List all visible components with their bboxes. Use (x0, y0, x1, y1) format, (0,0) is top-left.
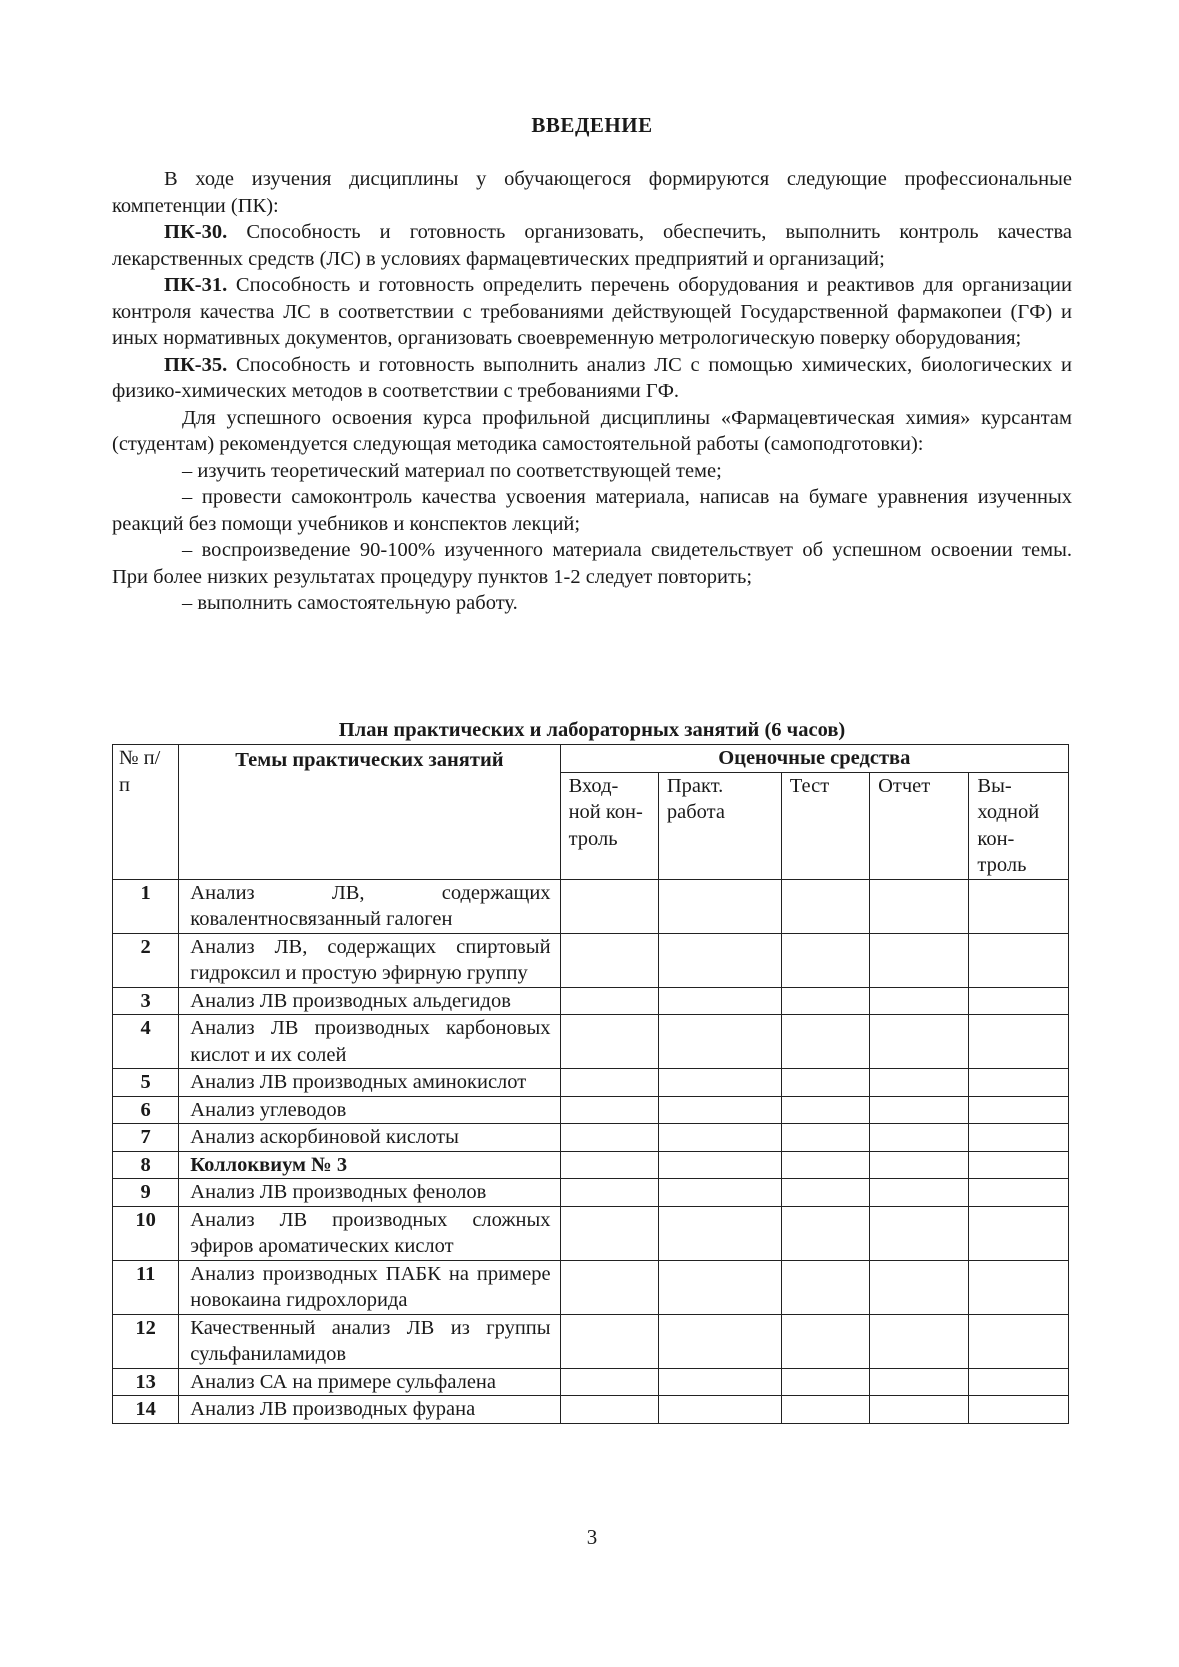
test-cell (781, 1206, 869, 1260)
report-cell (870, 1206, 969, 1260)
row-number: 2 (113, 933, 179, 987)
practical-work-cell (658, 1015, 781, 1069)
table-row (113, 933, 1069, 987)
table-row (113, 987, 1069, 1015)
exit-control-cell (969, 933, 1069, 987)
practical-work-cell (658, 1368, 781, 1396)
competency-code: ПК-31. (164, 274, 228, 296)
method-intro-paragraph: Для успешного освоения курса профильной дисциплины «Фармацевтическая химия» курсантам (студентам) рекомендуется следующая методика самостоятельной работы (самоподготовки): (112, 406, 1072, 455)
row-number: 6 (113, 1096, 179, 1124)
test-cell (781, 1015, 869, 1069)
table-header-row (113, 745, 1069, 773)
exit-control-cell (969, 1151, 1069, 1179)
entry-control-cell (560, 1179, 658, 1207)
entry-control-cell (560, 987, 658, 1015)
header-test: Тест (781, 772, 869, 879)
test-cell (781, 1096, 869, 1124)
exit-control-cell (969, 987, 1069, 1015)
row-number: 4 (113, 1015, 179, 1069)
row-topic: Коллоквиум № 3 (179, 1151, 560, 1179)
entry-control-cell (560, 1314, 658, 1368)
header-number: № п/п (113, 745, 179, 880)
header-exit-control: Вы-ходной кон-троль (969, 772, 1069, 879)
header-topics: Темы практических занятий (179, 745, 560, 880)
competency-text: Способность и готовность определить перечень оборудования и реактивов для организации контроля качества ЛС в соответствии с требованиями действующей Государственной фармакопеи (ГФ) и иных нормативных документов, организовать своевременную метрологическую поверку оборудования; (112, 274, 1073, 349)
header-report: Отчет (870, 772, 969, 879)
exit-control-cell (969, 1314, 1069, 1368)
entry-control-cell (560, 1206, 658, 1260)
test-cell (781, 1314, 869, 1368)
row-number: 8 (113, 1151, 179, 1179)
report-cell (870, 1396, 969, 1424)
practical-work-cell (658, 1096, 781, 1124)
table-row (113, 1151, 1069, 1179)
report-cell (870, 1015, 969, 1069)
report-cell (870, 1179, 969, 1207)
row-topic: Анализ СА на примере сульфалена (179, 1368, 560, 1396)
row-topic: Анализ ЛВ, содержащих ковалентносвязанный галоген (179, 879, 560, 933)
exit-control-cell (969, 1124, 1069, 1152)
test-cell (781, 879, 869, 933)
competency-code: ПК-35. (164, 353, 228, 376)
practical-work-cell (658, 1206, 781, 1260)
practical-work-cell (658, 1314, 781, 1368)
row-topic: Анализ ЛВ производных аминокислот (179, 1069, 560, 1097)
exit-control-cell (969, 1206, 1069, 1260)
exit-control-cell (969, 1396, 1069, 1424)
row-topic: Анализ аскорбиновой кислоты (179, 1124, 560, 1152)
practical-work-cell (658, 1069, 781, 1097)
row-number: 11 (113, 1260, 179, 1314)
practical-work-cell (658, 1260, 781, 1314)
competency-pk35 (112, 352, 1072, 405)
table-row (113, 1314, 1069, 1368)
row-topic: Анализ углеводов (179, 1096, 560, 1124)
practical-work-cell (658, 1124, 781, 1152)
test-cell (781, 1368, 869, 1396)
report-cell (870, 933, 969, 987)
report-cell (870, 1124, 969, 1152)
test-cell (781, 1396, 869, 1424)
test-cell (781, 1069, 869, 1097)
step-item: – воспроизведение 90-100% изученного материала свидетельствует об успешном освоении темы. При более низких результатах процедуру пунктов 1-2 следует повторить; (112, 539, 1072, 588)
test-cell (781, 987, 869, 1015)
report-cell (870, 879, 969, 933)
row-number: 12 (113, 1314, 179, 1368)
row-number: 14 (113, 1396, 179, 1424)
header-assessment-group: Оценочные средства (560, 745, 1068, 773)
report-cell (870, 1096, 969, 1124)
table-row (113, 1260, 1069, 1314)
exit-control-cell (969, 1015, 1069, 1069)
row-topic: Анализ ЛВ производных сложных эфиров ароматических кислот (179, 1206, 560, 1260)
introduction-text (112, 166, 1072, 617)
table-row (113, 1124, 1069, 1152)
step-item: – выполнить самостоятельную работу. (182, 592, 518, 614)
report-cell (870, 1368, 969, 1396)
practical-work-cell (658, 879, 781, 933)
practical-work-cell (658, 933, 781, 987)
step-item: – провести самоконтроль качества усвоения материала, написав на бумаге уравнения изученных реакций без помощи учебников и конспектов лекций; (112, 486, 1072, 535)
test-cell (781, 933, 869, 987)
row-topic: Качественный анализ ЛВ из группы сульфаниламидов (179, 1314, 560, 1368)
practical-work-cell (658, 1179, 781, 1207)
competency-text: Способность и готовность организовать, обеспечить, выполнить контроль качества лекарственных средств (ЛС) в условиях фармацевтических предприятий и организаций; (112, 221, 1072, 270)
practical-work-cell (658, 1396, 781, 1424)
competency-pk30 (112, 219, 1072, 272)
row-number: 1 (113, 879, 179, 933)
table-title: План практических и лабораторных занятий (6 часов) (338, 719, 846, 741)
entry-control-cell (560, 1368, 658, 1396)
test-cell (781, 1260, 869, 1314)
exit-control-cell (969, 1096, 1069, 1124)
row-topic: Анализ производных ПАБК на примере новокаина гидрохлорида (179, 1260, 560, 1314)
table-row (113, 1206, 1069, 1260)
test-cell (781, 1179, 869, 1207)
entry-control-cell (560, 879, 658, 933)
row-topic: Анализ ЛВ производных альдегидов (179, 987, 560, 1015)
header-practical-work: Практ. работа (658, 772, 781, 879)
practical-work-cell (658, 987, 781, 1015)
report-cell (870, 987, 969, 1015)
intro-paragraph: В ходе изучения дисциплины у обучающегося формируются следующие профессиональные компетенции (ПК): (112, 168, 1072, 217)
table-row (113, 1096, 1069, 1124)
step-item: – изучить теоретический материал по соответствующей теме; (182, 459, 722, 482)
row-number: 5 (113, 1069, 179, 1097)
entry-control-cell (560, 933, 658, 987)
competency-text: Способность и готовность выполнить анализ ЛС с помощью химических, биологических и физико-химических методов в соответствии с требованиями ГФ. (112, 353, 1073, 402)
row-topic: Анализ ЛВ производных фурана (179, 1396, 560, 1424)
row-topic: Анализ ЛВ производных карбоновых кислот и их солей (179, 1015, 560, 1069)
exit-control-cell (969, 879, 1069, 933)
table-row (113, 1179, 1069, 1207)
exit-control-cell (969, 1069, 1069, 1097)
entry-control-cell (560, 1124, 658, 1152)
exit-control-cell (969, 1260, 1069, 1314)
test-cell (781, 1151, 869, 1179)
report-cell (870, 1151, 969, 1179)
row-number: 10 (113, 1206, 179, 1260)
practical-work-cell (658, 1151, 781, 1179)
table-row (113, 879, 1069, 933)
test-cell (781, 1124, 869, 1152)
entry-control-cell (560, 1069, 658, 1097)
report-cell (870, 1260, 969, 1314)
table-body (113, 879, 1069, 1423)
report-cell (870, 1314, 969, 1368)
lessons-plan-table (112, 744, 1069, 1424)
table-row (113, 1069, 1069, 1097)
page-heading: ВВЕДЕНИЕ (531, 113, 653, 137)
row-topic: Анализ ЛВ, содержащих спиртовый гидроксил и простую эфирную группу (179, 933, 560, 987)
row-number: 9 (113, 1179, 179, 1207)
row-number: 7 (113, 1124, 179, 1152)
report-cell (870, 1069, 969, 1097)
entry-control-cell (560, 1096, 658, 1124)
table-row (113, 1368, 1069, 1396)
exit-control-cell (969, 1179, 1069, 1207)
entry-control-cell (560, 1396, 658, 1424)
row-topic: Анализ ЛВ производных фенолов (179, 1179, 560, 1207)
row-number: 3 (113, 987, 179, 1015)
entry-control-cell (560, 1151, 658, 1179)
competency-pk31 (112, 272, 1072, 352)
row-number: 13 (113, 1368, 179, 1396)
table-row (113, 1015, 1069, 1069)
table-row (113, 1396, 1069, 1424)
header-entry-control: Вход-ной кон-троль (560, 772, 658, 879)
exit-control-cell (969, 1368, 1069, 1396)
entry-control-cell (560, 1015, 658, 1069)
competency-code: ПК-30. (164, 221, 228, 243)
page-number: 3 (586, 1525, 598, 1549)
entry-control-cell (560, 1260, 658, 1314)
